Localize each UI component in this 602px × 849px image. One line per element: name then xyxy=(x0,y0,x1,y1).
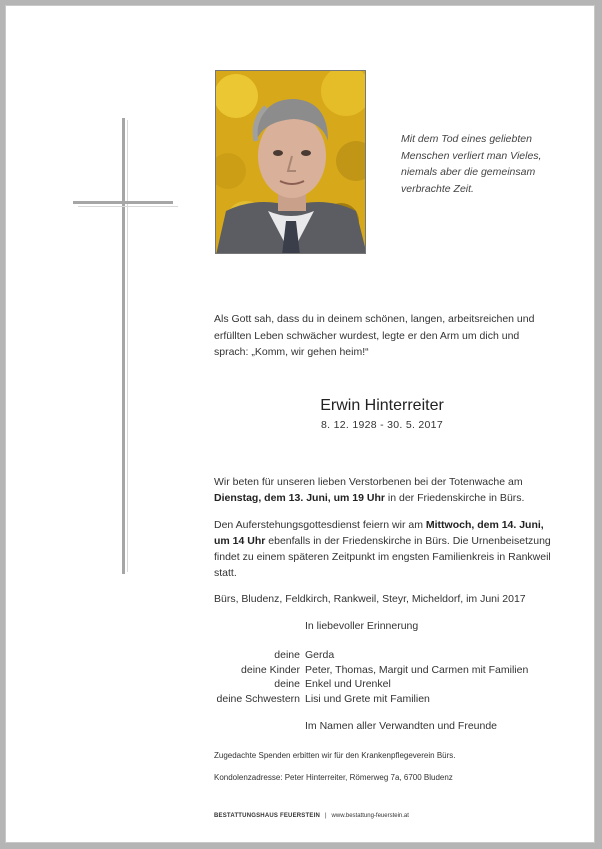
relatives-list xyxy=(214,648,528,706)
portrait-photo xyxy=(215,70,366,254)
funeral-date: Mittwoch, dem 14. Juni, xyxy=(425,519,544,531)
relative-row xyxy=(214,648,528,663)
funeral-line: statt. xyxy=(214,567,237,579)
funeral-home-name: BESTATTUNGSHAUS FEUERSTEIN xyxy=(214,813,320,819)
cross-horizontal-shadow xyxy=(78,206,178,207)
relative-row xyxy=(214,677,528,692)
verse-line: Als Gott sah, dass du in deinem schönen, langen, arbeitsreichen und xyxy=(214,313,535,325)
funeral-paragraph xyxy=(214,517,564,581)
funeral-line xyxy=(214,517,564,533)
wake-location: in der Friedenskirche in Bürs. xyxy=(384,492,525,504)
funeral-intro: Den Auferstehungsgottesdienst feiern wir am xyxy=(214,519,426,531)
relative-row xyxy=(214,692,528,707)
wake-date: Dienstag, dem 13. Juni, um 19 Uhr xyxy=(214,492,385,504)
funeral-line xyxy=(214,533,564,549)
relative-row xyxy=(214,663,528,678)
deceased-name: Erwin Hinterreiter xyxy=(320,397,444,414)
relative-role: deine xyxy=(274,678,300,690)
memory-heading: In liebevoller Erinnerung xyxy=(305,620,419,632)
relative-role: deine Schwestern xyxy=(216,692,300,705)
relative-names: Gerda xyxy=(305,649,335,661)
relative-role: deine xyxy=(274,649,300,661)
relative-names: Lisi und Grete mit Familien xyxy=(305,692,430,705)
footer-separator: | xyxy=(324,813,327,819)
cross-vertical-shadow xyxy=(127,120,128,572)
funeral-time: um 14 Uhr xyxy=(214,535,266,547)
quote-line: verbrachte Zeit. xyxy=(401,182,474,195)
relative-role: deine Kinder xyxy=(241,663,300,676)
wake-line: Wir beten für unseren lieben Verstorbenen bei der Totenwache am xyxy=(214,476,523,488)
donations-note: Zugedachte Spenden erbitten wir für den Krankenpflegeverein Bürs. xyxy=(214,751,456,760)
quote-line: niemals aber die gemeinsam xyxy=(401,166,536,178)
funeral-line: findet zu einem späteren Zeitpunkt im engsten Familienkreis in Rankweil xyxy=(214,551,551,563)
on-behalf-line: Im Namen aller Verwandten und Freunde xyxy=(305,720,498,732)
funeral-home-url[interactable]: www.bestattung-feuerstein.at xyxy=(331,813,409,819)
quote-line: Menschen verliert man Vieles, xyxy=(401,149,542,162)
verse-line: sprach: „Komm, wir gehen heim!“ xyxy=(214,346,369,358)
relative-names: Enkel und Urenkel xyxy=(305,678,391,690)
verse-line: erfüllten Leben schwächer wurdest, legte er den Arm um dich und xyxy=(214,329,520,342)
cross-horizontal-bar xyxy=(73,201,173,204)
life-dates: 8. 12. 1928 - 30. 5. 2017 xyxy=(321,419,443,431)
wake-line xyxy=(214,490,564,506)
condolence-address: Kondolenzadresse: Peter Hinterreiter, Römerweg 7a, 6700 Bludenz xyxy=(214,773,453,782)
wake-paragraph xyxy=(214,474,564,506)
funeral-location: ebenfalls in der Friedenskirche in Bürs. Die Urnenbeisetzung xyxy=(265,535,551,547)
footer xyxy=(214,813,409,819)
memorial-verse xyxy=(214,311,554,361)
memorial-quote xyxy=(401,131,561,197)
cross-vertical-bar xyxy=(122,118,125,574)
portrait-illustration xyxy=(216,71,366,254)
quote-line: Mit dem Tod eines geliebten xyxy=(401,133,532,145)
place-date: Bürs, Bludenz, Feldkirch, Rankweil, Steyr, Micheldorf, im Juni 2017 xyxy=(214,593,526,605)
relative-names: Peter, Thomas, Margit und Carmen mit Familien xyxy=(305,663,529,676)
